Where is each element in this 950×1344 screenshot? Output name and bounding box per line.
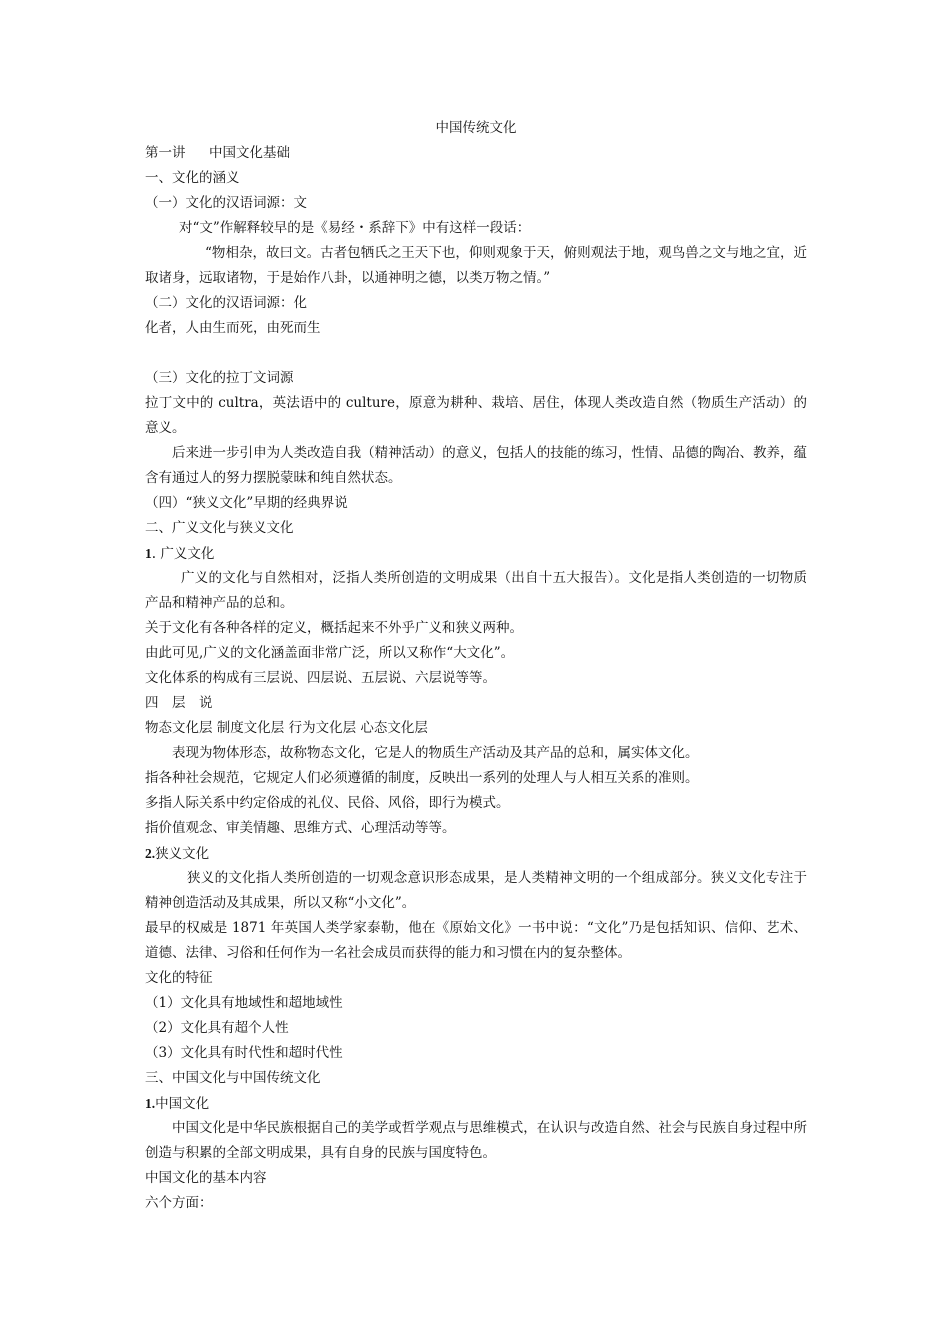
lecture-label: 第一讲 <box>145 145 186 161</box>
subsection-1-4: （四）“狭义文化”早期的经典界说 <box>145 495 348 511</box>
blank-line <box>145 341 807 366</box>
paragraph: 对“文”作解释较早的是《易经・系辞下》中有这样一段话： <box>179 220 531 236</box>
paragraph: 表现为物体形态，故称物态文化，它是人的物质生产活动及其产品的总和，属实体文化。 <box>172 745 699 761</box>
lecture-name: 中国文化基础 <box>209 145 290 161</box>
lecture-heading <box>145 141 807 166</box>
subsection-1-3: （三）文化的拉丁文词源 <box>145 370 294 386</box>
subsection-2-1 <box>145 541 807 566</box>
paragraph: 四 层 说 <box>145 695 213 711</box>
item-number: 1 <box>145 546 152 561</box>
section-2-heading: 二、广义文化与狭义文化 <box>145 520 294 536</box>
paragraph: 化者，人由生而死，由死而生 <box>145 320 321 336</box>
paragraph: 文化体系的构成有三层说、四层说、五层说、六层说等等。 <box>145 670 496 686</box>
paragraph: 拉丁文中的 cultra，英法语中的 culture，原意为耕种、栽培、居住，体现人类改造自然（物质生产活动）的意义。 <box>145 395 807 436</box>
subsection-1-1: （一）文化的汉语词源：文 <box>145 195 307 211</box>
item-title: 狭义文化 <box>155 846 210 862</box>
feature-item: （3）文化具有时代性和超时代性 <box>145 1045 343 1061</box>
paragraph: 由此可见,广义的文化涵盖面非常广泛，所以又称作“大文化”。 <box>145 645 515 661</box>
paragraph: 狭义的文化指人类所创造的一切观念意识形态成果，是人类精神文明的一个组成部分。狭义文化专注于精神创造活动及其成果，所以又称“小文化”。 <box>145 870 807 911</box>
features-heading: 文化的特征 <box>145 970 213 986</box>
quotation: “物相杂，故曰文。古者包牺氏之王天下也，仰则观象于天，俯则观法于地，观鸟兽之文与地之宜，近取诸身，远取诸物，于是始作八卦，以通神明之德，以类万物之情。” <box>145 245 807 286</box>
feature-item: （1）文化具有地域性和超地域性 <box>145 995 343 1011</box>
section-1-heading: 一、文化的涵义 <box>145 170 240 186</box>
paragraph: 指各种社会规范，它规定人们必须遵循的制度，反映出一系列的处理人与人相互关系的准则。 <box>145 770 699 786</box>
item-number: 2. <box>145 846 156 861</box>
item-number: 1. <box>145 1096 156 1111</box>
document-title: 中国传统文化 <box>435 120 517 136</box>
paragraph: 中国文化是中华民族根据自己的美学或哲学观点与思维模式，在认识与改造自然、社会与民族自身过程中所创造与积累的全部文明成果，具有自身的民族与国度特色。 <box>145 1120 807 1161</box>
subsection-1-2: （二）文化的汉语词源：化 <box>145 295 307 311</box>
subsection-3-1 <box>145 1091 807 1116</box>
item-title: 中国文化 <box>155 1096 210 1112</box>
paragraph: 后来进一步引申为人类改造自我（精神活动）的意义，包括人的技能的练习，性情、品德的陶冶、教养，蕴含有通过人的努力摆脱蒙昧和纯自然状态。 <box>145 445 807 486</box>
paragraph: 六个方面： <box>145 1195 213 1211</box>
paragraph: 广义的文化与自然相对，泛指人类所创造的文明成果（出自十五大报告）。文化是指人类创造的一切物质产品和精神产品的总和。 <box>145 570 807 611</box>
section-3-heading: 三、中国文化与中国传统文化 <box>145 1070 321 1086</box>
item-title: . 广义文化 <box>151 546 215 562</box>
paragraph: 最早的权威是 1871 年英国人类学家泰勒，他在《原始文化》一书中说：“文化”乃是包括知识、信仰、艺术、道德、法律、习俗和任何作为一名社会成员而获得的能力和习惯在内的复杂整体。 <box>145 920 807 961</box>
paragraph: 物态文化层 制度文化层 行为文化层 心态文化层 <box>145 720 428 736</box>
feature-item: （2）文化具有超个人性 <box>145 1020 289 1036</box>
paragraph: 关于文化有各种各样的定义，概括起来不外乎广义和狭义两种。 <box>145 620 523 636</box>
document-page <box>145 116 807 1216</box>
paragraph: 中国文化的基本内容 <box>145 1170 267 1186</box>
paragraph: 指价值观念、审美情趣、思维方式、心理活动等等。 <box>145 820 456 836</box>
subsection-2-2 <box>145 841 807 866</box>
paragraph: 多指人际关系中约定俗成的礼仪、民俗、风俗，即行为模式。 <box>145 795 510 811</box>
